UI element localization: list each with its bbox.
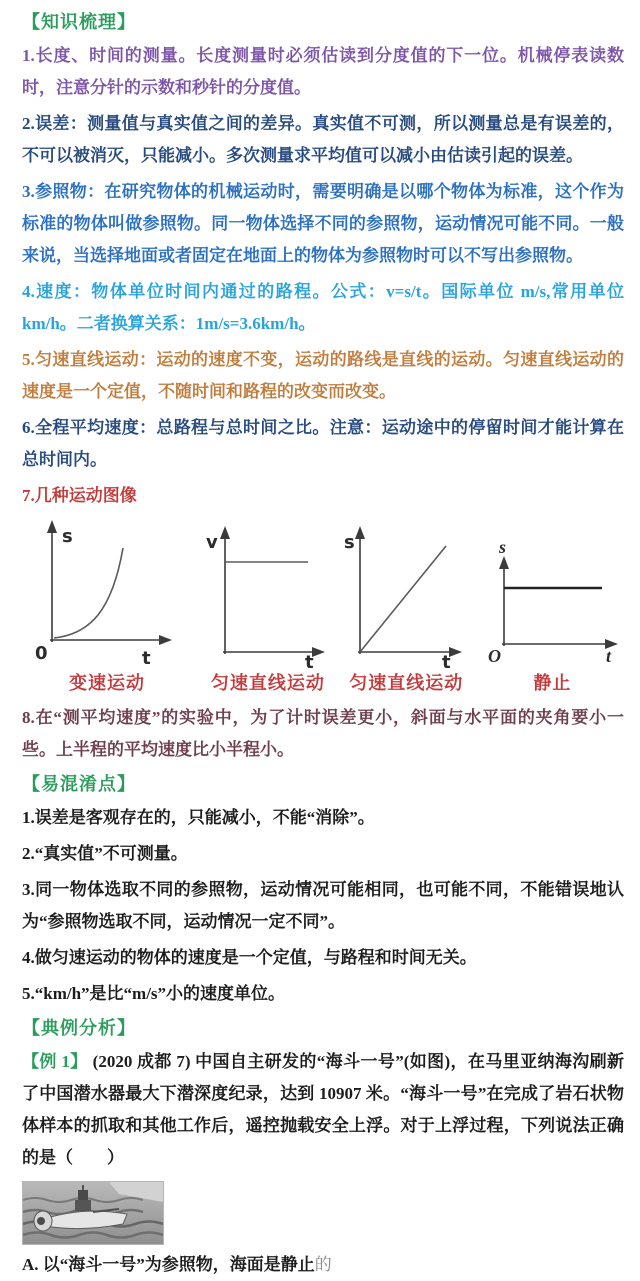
accelerating-curve: [54, 548, 123, 638]
confusion-item-1: 1.误差是客观存在的，只能减小，不能“消除”。: [22, 808, 375, 827]
knowledge-item-2: 2.误差：测量值与真实值之间的差异。真实值不可测，所以测量总是有误差的，不可以被消灭，只能减小。多次测量求平均值可以减小由估读引起的误差。: [22, 114, 624, 165]
y-axis-label: s: [62, 526, 73, 547]
graph-caption: 匀速直线运动: [349, 673, 464, 693]
graph-uniform-motion-st: [344, 522, 469, 696]
proportional-line: [360, 546, 446, 652]
submarine-photo: [22, 1181, 164, 1245]
example-1-tag: 【例 1】: [22, 1052, 88, 1071]
y-axis-arrow-icon: [355, 526, 365, 539]
knowledge-item-8: 8.在“测平均速度”的实验中，为了计时误差更小，斜面与水平面的夹角要小一些。上半程的平均速度比小半程小。: [22, 708, 624, 759]
confusion-item-5: 5.“km/h”是比“m/s”小的速度单位。: [22, 984, 286, 1003]
x-axis-arrow-icon: [449, 647, 462, 657]
x-axis-label: t: [304, 652, 314, 668]
knowledge-item-7: 7.几种运动图像: [22, 486, 137, 505]
y-axis-label: s: [343, 532, 355, 553]
motion-graphs-row: [22, 516, 626, 696]
option-a-text: A. 以“海斗一号”为参照物，海面是静止: [22, 1255, 315, 1274]
example-1-question-text: (2020 成都 7) 中国自主研发的“海斗一号”(如图)，在马里亚纳海沟刷新了中国潜水器最大下潜深度纪录，达到 10907 米。“海斗一号”在完成了岩石状物体样本的抓取和其他工作后，遥控抛载安全上浮。对于上浮过程，下列说法正确的是（ ）: [22, 1052, 624, 1167]
graph-uniform-motion-vt: [192, 522, 344, 696]
knowledge-item-3: 3.参照物：在研究物体的机械运动时，需要明确是以哪个物体为标准，这个作为标准的物体叫做参照物。同一物体选择不同的参照物，运动情况可能不同。一般来说，当选择地面或者固定在地面上的物体为参照物时可以不写出参照物。: [22, 182, 624, 265]
graph-caption: 静止: [533, 673, 572, 693]
knowledge-item-5: 5.匀速直线运动：运动的速度不变，运动的路线是直线的运动。匀速直线运动的速度是一个定值，不随时间和路程的改变而改变。: [22, 350, 624, 401]
x-axis-label: t: [441, 652, 451, 668]
example-1-question: [22, 1046, 624, 1174]
graph-vt-horizontal: [203, 522, 333, 668]
knowledge-item-6: 6.全程平均速度：总路程与总时间之比。注意：运动途中的停留时间才能计算在总时间内。: [22, 418, 624, 469]
example-1-option-a: [22, 1249, 624, 1281]
y-axis-arrow-icon: [47, 520, 57, 533]
graph-st-flat: [480, 540, 625, 668]
graph-st-curve: [22, 516, 192, 668]
confusion-item-4: 4.做匀速运动的物体的速度是一个定值，与路程和时间无关。: [22, 948, 477, 967]
x-axis-arrow-icon: [159, 635, 172, 645]
y-axis-label: v: [205, 532, 218, 553]
knowledge-item-4: 4.速度：物体单位时间内通过的路程。公式：v=s/t。国际单位 m/s,常用单位 km/h。二者换算关系：1m/s=3.6km/h。: [22, 282, 624, 333]
section-header-confusions: 【易混淆点】: [22, 774, 136, 794]
origin-label: O: [487, 646, 501, 666]
section-header-knowledge: 【知识梳理】: [22, 12, 136, 32]
option-a-suffix: 的: [314, 1255, 332, 1274]
graph-stationary: [479, 540, 626, 696]
x-axis-label: t: [605, 646, 611, 666]
confusion-item-2: 2.“真实值”不可测量。: [22, 844, 188, 863]
knowledge-item-1: 1.长度、时间的测量。长度测量时必须估读到分度值的下一位。机械停表读数时，注意分针的示数和秒针的分度值。: [22, 46, 624, 97]
graph-caption: 变速运动: [69, 673, 145, 693]
origin-label: 0: [35, 643, 48, 664]
y-axis-label: s: [498, 540, 506, 557]
x-axis-label: t: [142, 648, 151, 668]
graph-variable-speed-motion: [22, 516, 192, 696]
confusion-item-3: 3.同一物体选取不同的参照物，运动情况可能相同，也可能不同，不能错误地认为“参照物选取不同，运动情况一定不同”。: [22, 880, 624, 931]
y-axis-arrow-icon: [499, 556, 509, 569]
graph-st-diagonal: [344, 522, 469, 668]
x-axis-arrow-icon: [312, 647, 325, 657]
graph-caption: 匀速直线运动: [210, 673, 325, 693]
y-axis-arrow-icon: [220, 526, 230, 539]
section-header-examples: 【典例分析】: [22, 1018, 136, 1038]
